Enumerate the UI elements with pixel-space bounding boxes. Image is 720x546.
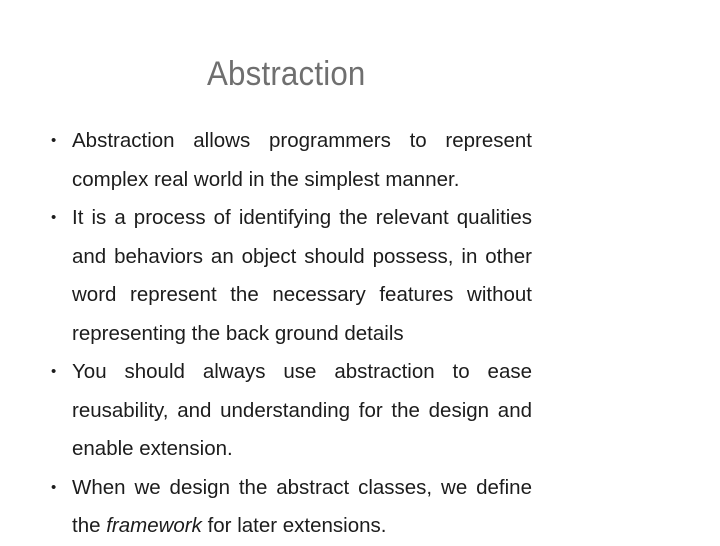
bullet-text: It is a process of identifying the relevant qualities and behaviors an object should possess, in other word represent the necessary features without representing the back ground details [72, 206, 532, 345]
bullet-item [48, 353, 532, 469]
bullet-text-trail: for later extensions. [201, 514, 387, 537]
bullet-dot-icon: • [51, 478, 57, 496]
bullet-text: Abstraction allows programmers to represent complex real world in the simplest manner. [72, 129, 532, 191]
bullet-dot-icon: • [51, 209, 57, 226]
bullet-item [48, 122, 532, 199]
bullet-text-lead: When we design the abstract classes, we define the [72, 475, 532, 537]
bullet-dot-icon: • [51, 132, 57, 149]
bullet-item [48, 199, 532, 353]
bullet-dot-icon: • [51, 363, 57, 380]
bullet-emphasis: framework [106, 514, 202, 537]
bullet-item [48, 469, 532, 546]
bullet-text [72, 469, 532, 546]
bullet-list [48, 122, 532, 546]
bullet-text: You should always use abstraction to ease reusability, and understanding for the design and enable extension. [72, 360, 532, 460]
slide-title: Abstraction [207, 55, 366, 93]
